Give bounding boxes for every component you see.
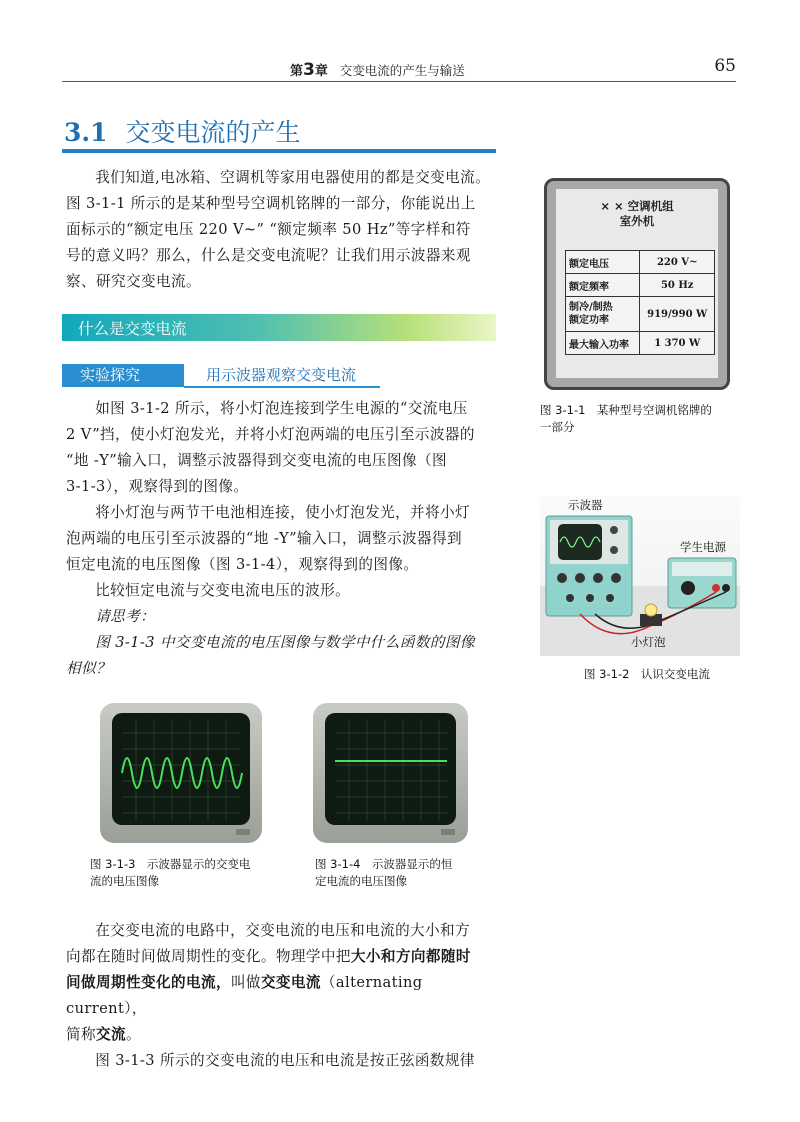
equipment-illustration [540, 496, 740, 656]
nameplate-value: 220 V~ [640, 251, 715, 274]
nameplate-label: 最大输入功率 [566, 332, 640, 355]
label-oscilloscope: 示波器 [568, 498, 603, 512]
power-supply-terminal [712, 584, 720, 592]
equipment-photo [540, 496, 740, 656]
oscilloscope-knob [610, 546, 618, 554]
label-power-supply: 学生电源 [680, 540, 726, 554]
definition-bold: 间做周期性变化的电流， [66, 974, 231, 991]
definition-text: （alternating current）， [66, 974, 423, 1017]
figure-caption-3-1-3 [90, 856, 300, 890]
crt-button [441, 829, 455, 835]
section-title-text: 交变电流的产生 [125, 118, 301, 147]
experiment-body [66, 396, 506, 682]
nameplate-title [556, 199, 718, 229]
ac-screen [100, 703, 262, 843]
label-bulb: 小灯泡 [631, 635, 666, 649]
definition-text: 向都在随时间做周期性的变化。物理学中把 [66, 948, 351, 965]
think-line: 图 3-1-3 中交变电流的电压图像与数学中什么函数的图像 [95, 634, 475, 651]
nameplate-table [565, 250, 715, 355]
page-number: 65 [714, 56, 736, 76]
nameplate-value: 919/990 W [640, 297, 715, 332]
definition-line [66, 944, 506, 970]
nameplate-inner [556, 189, 718, 378]
nameplate-row [566, 332, 715, 355]
experiment-line: 将小灯泡与两节干电池相连接，使小灯泡发光，并将小灯 [95, 504, 471, 521]
nameplate-label-line: 制冷/制热 [569, 302, 613, 313]
intro-line: 图 3-1-1 所示的是某种型号空调机铭牌的一部分，你能说出上 [66, 195, 476, 212]
screen-area [112, 713, 250, 825]
caption-line: 图 3-1-4 示波器显示的恒 [315, 857, 453, 871]
figure-caption-3-1-1 [540, 402, 740, 436]
subsection-title: 什么是交变电流 [78, 320, 187, 338]
oscilloscope-knob [586, 594, 594, 602]
oscilloscope-knob [557, 573, 567, 583]
caption-line: 图 3-1-1 某种型号空调机铭牌的 [540, 403, 712, 417]
section-title [64, 113, 301, 149]
experiment-line: 泡两端的电压引至示波器的“地 -Y”输入口，调整示波器得到 [66, 530, 462, 547]
experiment-line: “地 -Y”输入口，调整示波器得到交变电流的电压图像（图 [66, 452, 447, 469]
power-supply-panel [672, 562, 732, 576]
term-ac: 交变电流 [260, 974, 321, 991]
bulb [645, 604, 657, 616]
nameplate-value: 50 Hz [640, 274, 715, 297]
nameplate-label [566, 297, 640, 332]
definition-text: 简称 [66, 1026, 96, 1043]
experiment-title: 用示波器观察交变电流 [206, 366, 357, 384]
oscilloscope-knob [611, 573, 621, 583]
definition-text: 。 [126, 1026, 141, 1043]
definition-line [66, 1022, 506, 1048]
power-supply-terminal [722, 584, 730, 592]
figure-caption-3-1-2: 图 3-1-2 认识交变电流 [584, 667, 710, 681]
chapter-title: 交变电流的产生与输送 [339, 63, 465, 78]
experiment-tag: 实验探究 [62, 364, 184, 387]
nameplate-label: 额定频率 [566, 274, 640, 297]
nameplate-label-line: 额定功率 [569, 315, 609, 326]
caption-line: 定电流的电压图像 [315, 874, 407, 888]
nameplate-label: 额定电压 [566, 251, 640, 274]
intro-paragraph [66, 165, 506, 295]
definition-line: 在交变电流的电路中，交变电流的电压和电流的大小和方 [95, 922, 471, 939]
oscilloscope-knob [575, 573, 585, 583]
oscilloscope-knob [566, 594, 574, 602]
intro-line: 我们知道,电冰箱、空调机等家用电器使用的都是交变电流。 [95, 169, 491, 186]
caption-line: 一部分 [540, 420, 575, 434]
definition-line: 图 3-1-3 所示的交变电流的电压和电流是按正弦函数规律 [95, 1052, 475, 1069]
screen-area [325, 713, 456, 825]
definition-bold: 大小和方向都随时 [350, 948, 471, 965]
chapter-suffix: 章 [314, 64, 328, 79]
crt-ac [100, 703, 262, 843]
dc-screen [313, 703, 468, 843]
definition-paragraph [66, 918, 506, 1074]
power-supply-knob [681, 581, 695, 595]
section-rule [62, 149, 496, 153]
nameplate-row [566, 274, 715, 297]
experiment-line: 2 V”挡，使小灯泡发光，并将小灯泡两端的电压引至示波器的 [66, 426, 475, 443]
oscilloscope-knob [610, 526, 618, 534]
intro-line: 号的意义吗？那么，什么是交变电流呢？让我们用示波器来观 [66, 247, 471, 264]
intro-line: 察、研究交变电流。 [66, 273, 201, 290]
experiment-line: 3-1-3），观察得到的图像。 [66, 478, 249, 495]
caption-line: 图 3-1-3 示波器显示的交变电 [90, 857, 251, 871]
oscilloscope-knob [606, 594, 614, 602]
definition-text: 叫做 [230, 974, 261, 991]
crt-button [236, 829, 250, 835]
definition-line [66, 970, 506, 1022]
header-rule [62, 81, 736, 82]
crt-dc [313, 703, 468, 843]
experiment-line: 比较恒定电流与交变电流电压的波形。 [95, 582, 351, 599]
figure-caption-3-1-4 [315, 856, 515, 890]
chapter-number: 3 [303, 60, 315, 80]
experiment-line: 恒定电流的电压图像（图 3-1-4），观察得到的图像。 [66, 556, 419, 573]
oscilloscope-knob [593, 573, 603, 583]
think-line: 相似？ [66, 660, 111, 677]
experiment-line: 如图 3-1-2 所示，将小灯泡连接到学生电源的“交流电压 [95, 400, 468, 417]
caption-line: 流的电压图像 [90, 874, 159, 888]
nameplate [544, 178, 730, 390]
think-label: 请思考： [95, 608, 156, 625]
term-ac-short: 交流 [96, 1026, 126, 1043]
intro-line: 面标示的“额定电压 220 V~” “额定频率 50 Hz”等字样和符 [66, 221, 471, 238]
nameplate-title-line: × × 空调机组 [600, 199, 674, 213]
chapter-prefix: 第 [290, 64, 304, 79]
oscilloscope-screen [558, 524, 602, 560]
section-number: 3.1 [64, 118, 108, 147]
running-header [290, 60, 670, 80]
nameplate-title-line: 室外机 [619, 214, 655, 228]
nameplate-row [566, 297, 715, 332]
subsection-band [62, 314, 496, 341]
nameplate-row [566, 251, 715, 274]
experiment-rule [184, 386, 380, 388]
nameplate-value: 1 370 W [640, 332, 715, 355]
